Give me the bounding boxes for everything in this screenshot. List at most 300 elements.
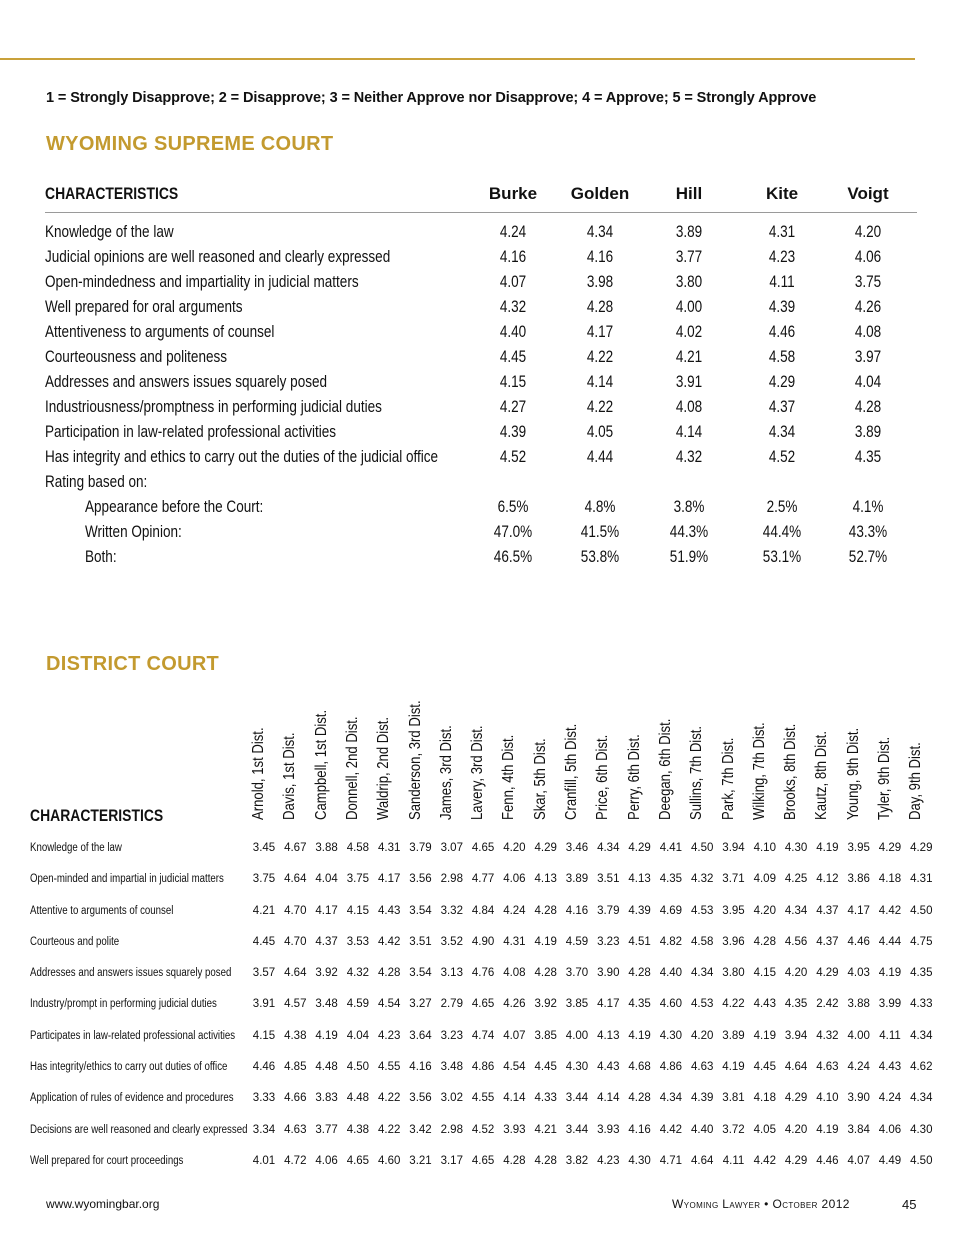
table-row xyxy=(0,1055,960,1086)
score-cell: 3.99 xyxy=(878,998,902,1011)
score-cell: 4.14 xyxy=(503,1092,526,1105)
score-cell: 4.54 xyxy=(377,998,401,1011)
judge-name: Young, 9th Dist. xyxy=(844,727,862,820)
score-cell: 3.83 xyxy=(315,1092,338,1105)
score-cell: 4.45 xyxy=(499,348,527,366)
judge-name: Lavery, 3rd Dist. xyxy=(469,725,487,820)
score-cell: 4.30 xyxy=(628,1154,651,1167)
characteristic-label: Attentiveness to arguments of counsel xyxy=(45,323,275,341)
table-row xyxy=(45,521,917,546)
score-cell: 4.8% xyxy=(584,498,616,516)
score-cell: 4.08 xyxy=(854,323,882,341)
score-cell: 3.32 xyxy=(440,904,463,917)
score-cell: 4.28 xyxy=(854,398,882,416)
score-cell: 4.19 xyxy=(753,1029,776,1042)
score-cell: 3.95 xyxy=(722,904,745,917)
score-cell: 4.46 xyxy=(816,1154,839,1167)
score-cell: 3.56 xyxy=(409,1092,432,1105)
judge-name: Price, 6th Dist. xyxy=(594,734,612,820)
judge-name: Arnold, 1st Dist. xyxy=(250,727,267,820)
score-cell: 4.75 xyxy=(910,935,933,948)
rating-based-on-row xyxy=(45,471,917,496)
score-cell: 4.10 xyxy=(816,1092,839,1105)
score-cell: 4.63 xyxy=(816,1061,839,1074)
score-cell: 4.28 xyxy=(628,1092,651,1105)
score-cell: 4.70 xyxy=(284,935,307,948)
score-cell: 4.21 xyxy=(675,348,703,366)
score-cell: 44.3% xyxy=(669,523,709,541)
score-cell: 4.52 xyxy=(499,448,527,466)
score-cell: 4.29 xyxy=(816,967,839,980)
score-cell: 4.35 xyxy=(659,873,683,886)
characteristic-label: Well prepared for court proceedings xyxy=(30,1154,184,1167)
judge-name: Wilking, 7th Dist. xyxy=(750,722,768,820)
score-cell: 4.76 xyxy=(471,967,495,980)
score-cell: 4.27 xyxy=(499,398,527,416)
score-cell: 3.72 xyxy=(722,1123,745,1136)
characteristic-label: Attentive to arguments of counsel xyxy=(30,904,174,917)
table-row xyxy=(45,271,917,296)
score-cell: 4.07 xyxy=(503,1029,526,1042)
score-cell: 4.22 xyxy=(377,1123,401,1136)
score-cell: 4.22 xyxy=(586,398,614,416)
characteristic-label: Judicial opinions are well reasoned and clearly expressed xyxy=(45,248,391,266)
score-cell: 4.40 xyxy=(659,967,683,980)
score-cell: 4.58 xyxy=(346,842,370,854)
score-cell: 4.39 xyxy=(768,298,796,316)
score-cell: 4.13 xyxy=(597,1029,620,1042)
score-cell: 3.34 xyxy=(252,1123,276,1136)
characteristic-label: Open-mindedness and impartiality in judicial matters xyxy=(45,273,359,291)
characteristics-header: CHARACTERISTICS xyxy=(45,184,179,203)
score-cell: 3.51 xyxy=(409,935,432,948)
score-cell: 3.88 xyxy=(315,842,338,854)
score-cell: 4.48 xyxy=(315,1061,338,1074)
score-cell: 4.33 xyxy=(910,998,933,1011)
score-cell: 44.4% xyxy=(762,523,802,541)
district-characteristics-header: CHARACTERISTICS xyxy=(30,806,164,825)
score-cell: 4.59 xyxy=(565,935,589,948)
score-cell: 3.54 xyxy=(409,967,432,980)
score-cell: 4.17 xyxy=(586,323,614,341)
top-rule xyxy=(0,58,915,60)
score-cell: 4.24 xyxy=(503,904,526,917)
table-row xyxy=(0,1149,960,1180)
judge-name: Fenn, 4th Dist. xyxy=(500,734,518,820)
score-cell: 4.53 xyxy=(690,904,714,917)
score-cell: 3.51 xyxy=(597,873,620,886)
district-judge-headers xyxy=(0,690,960,820)
score-cell: 3.90 xyxy=(847,1092,870,1105)
characteristic-label: Appearance before the Court: xyxy=(85,498,264,516)
score-cell: 2.5% xyxy=(766,498,798,516)
score-cell: 3.23 xyxy=(440,1029,463,1042)
score-cell: 4.14 xyxy=(675,423,703,441)
score-cell: 4.43 xyxy=(878,1061,902,1074)
justice-header: Golden xyxy=(570,184,630,203)
score-cell: 4.16 xyxy=(586,248,614,266)
score-cell: 4.62 xyxy=(910,1061,933,1074)
score-cell: 3.80 xyxy=(675,273,703,291)
score-cell: 4.18 xyxy=(878,873,902,886)
score-cell: 4.37 xyxy=(768,398,796,416)
judge-name: Cranfill, 5th Dist. xyxy=(563,723,580,820)
judge-name: Tyler, 9th Dist. xyxy=(876,736,893,820)
score-cell: 4.86 xyxy=(471,1061,495,1074)
score-cell: 4.29 xyxy=(784,1092,808,1105)
score-cell: 4.65 xyxy=(471,998,495,1011)
characteristic-label: Addresses and answers issues squarely posed xyxy=(30,967,232,980)
score-cell: 4.34 xyxy=(768,423,796,441)
score-cell: 4.24 xyxy=(878,1092,902,1105)
score-cell: 4.55 xyxy=(377,1061,401,1074)
score-cell: 4.26 xyxy=(503,998,526,1011)
score-cell: 4.28 xyxy=(586,298,614,316)
characteristic-label: Addresses and answers issues squarely posed xyxy=(45,373,328,391)
score-cell: 4.45 xyxy=(534,1061,557,1074)
score-cell: 6.5% xyxy=(497,498,529,516)
score-cell: 4.37 xyxy=(816,904,839,917)
score-cell: 4.39 xyxy=(499,423,527,441)
score-cell: 4.06 xyxy=(315,1154,338,1167)
score-cell: 4.34 xyxy=(784,904,808,917)
score-cell: 3.80 xyxy=(722,967,745,980)
supreme-court-table xyxy=(45,180,917,571)
table-row xyxy=(0,1118,960,1149)
table-row xyxy=(45,396,917,421)
score-cell: 3.71 xyxy=(722,873,745,886)
score-cell: 4.32 xyxy=(816,1029,839,1042)
score-cell: 4.22 xyxy=(722,998,745,1011)
rating-scale-legend: 1 = Strongly Disapprove; 2 = Disapprove; 3 = Neither Approve nor Disapprove; 4 = Approve; 5 = Strongly Approve xyxy=(46,90,817,106)
score-cell: 4.19 xyxy=(722,1061,745,1074)
score-cell: 4.21 xyxy=(252,904,276,917)
table-row xyxy=(0,1024,960,1055)
score-cell: 3.91 xyxy=(252,998,276,1011)
table-row xyxy=(45,346,917,371)
score-cell: 4.71 xyxy=(659,1154,683,1167)
score-cell: 4.19 xyxy=(628,1029,651,1042)
characteristic-label: Industriousness/promptness in performing judicial duties xyxy=(45,398,382,416)
score-cell: 4.43 xyxy=(753,998,776,1011)
score-cell: 4.20 xyxy=(784,1123,808,1136)
score-cell: 3.53 xyxy=(346,935,370,948)
score-cell: 4.28 xyxy=(753,935,776,948)
score-cell: 4.28 xyxy=(503,1154,526,1167)
score-cell: 4.16 xyxy=(628,1123,651,1136)
score-cell: 4.70 xyxy=(284,904,307,917)
score-cell: 3.85 xyxy=(565,998,589,1011)
score-cell: 4.17 xyxy=(597,998,620,1011)
judge-name: Campbell, 1st Dist. xyxy=(312,709,330,820)
score-cell: 4.35 xyxy=(784,998,808,1011)
score-cell: 4.54 xyxy=(503,1061,526,1074)
score-cell: 4.37 xyxy=(315,935,338,948)
score-cell: 4.25 xyxy=(784,873,808,886)
score-cell: 4.82 xyxy=(659,935,683,948)
score-cell: 3.52 xyxy=(440,935,463,948)
score-cell: 4.05 xyxy=(753,1123,776,1136)
score-cell: 4.21 xyxy=(534,1123,557,1136)
score-cell: 3.93 xyxy=(503,1123,526,1136)
table-row xyxy=(45,221,917,246)
judge-name: Park, 7th Dist. xyxy=(719,737,737,820)
score-cell: 4.32 xyxy=(499,298,527,316)
characteristic-label: Has integrity and ethics to carry out the duties of the judicial office xyxy=(45,448,439,466)
characteristic-label: Has integrity/ethics to carry out duties of office xyxy=(30,1061,228,1074)
score-cell: 4.29 xyxy=(628,842,651,854)
score-cell: 3.82 xyxy=(565,1154,589,1167)
score-cell: 4.34 xyxy=(910,1092,933,1105)
score-cell: 4.50 xyxy=(346,1061,370,1074)
score-cell: 4.38 xyxy=(284,1029,307,1042)
score-cell: 3.56 xyxy=(409,873,432,886)
score-cell: 4.06 xyxy=(878,1123,902,1136)
score-cell: 4.16 xyxy=(565,904,589,917)
table-row xyxy=(0,961,960,992)
score-cell: 4.23 xyxy=(597,1154,620,1167)
judge-name: Skar, 5th Dist. xyxy=(531,738,549,820)
score-cell: 4.35 xyxy=(628,998,651,1011)
score-cell: 4.13 xyxy=(628,873,651,886)
score-cell: 3.21 xyxy=(409,1154,432,1167)
score-cell: 4.28 xyxy=(534,904,557,917)
score-cell: 4.19 xyxy=(878,967,902,980)
score-cell: 4.20 xyxy=(753,904,776,917)
characteristic-label: Participates in law-related professional activities xyxy=(30,1029,236,1042)
score-cell: 4.11 xyxy=(722,1154,745,1167)
score-cell: 4.43 xyxy=(377,904,401,917)
score-cell: 3.86 xyxy=(847,873,870,886)
score-cell: 3.27 xyxy=(409,998,432,1011)
score-cell: 4.55 xyxy=(471,1092,495,1105)
score-cell: 3.54 xyxy=(409,904,432,917)
characteristic-label: Both: xyxy=(85,548,117,566)
score-cell: 4.74 xyxy=(471,1029,495,1042)
score-cell: 3.79 xyxy=(409,842,432,854)
score-cell: 4.52 xyxy=(768,448,796,466)
score-cell: 4.50 xyxy=(690,842,714,854)
score-cell: 4.68 xyxy=(628,1061,651,1074)
score-cell: 4.49 xyxy=(878,1154,902,1167)
score-cell: 4.90 xyxy=(471,935,495,948)
score-cell: 4.63 xyxy=(284,1123,307,1136)
score-cell: 4.31 xyxy=(503,935,526,948)
score-cell: 4.23 xyxy=(377,1029,401,1042)
score-cell: 4.31 xyxy=(377,842,401,854)
table-row xyxy=(45,246,917,271)
score-cell: 4.50 xyxy=(910,1154,933,1167)
judge-name: Davis, 1st Dist. xyxy=(281,732,299,820)
score-cell: 41.5% xyxy=(580,523,620,541)
score-cell: 4.35 xyxy=(854,448,882,466)
judge-name: Sullins, 7th Dist. xyxy=(688,725,706,820)
score-cell: 4.53 xyxy=(690,998,714,1011)
score-cell: 4.45 xyxy=(753,1061,776,1074)
score-cell: 4.19 xyxy=(315,1029,338,1042)
score-cell: 3.44 xyxy=(565,1123,589,1136)
score-cell: 4.86 xyxy=(659,1061,683,1074)
score-cell: 4.60 xyxy=(377,1154,401,1167)
score-cell: 4.00 xyxy=(565,1029,589,1042)
score-cell: 4.00 xyxy=(675,298,703,316)
score-cell: 4.31 xyxy=(910,873,933,886)
score-cell: 53.1% xyxy=(762,548,802,566)
score-cell: 4.05 xyxy=(586,423,614,441)
score-cell: 3.97 xyxy=(854,348,882,366)
judge-name: James, 3rd Dist. xyxy=(437,725,455,820)
characteristic-label: Knowledge of the law xyxy=(45,223,174,241)
table-row xyxy=(45,371,917,396)
score-cell: 3.42 xyxy=(409,1123,432,1136)
footer-publication: Wyoming Lawyer • October 2012 xyxy=(672,1197,850,1211)
score-cell: 3.93 xyxy=(597,1123,620,1136)
score-cell: 4.34 xyxy=(597,842,620,854)
score-cell: 3.96 xyxy=(722,935,745,948)
score-cell: 4.38 xyxy=(346,1123,370,1136)
score-cell: 3.89 xyxy=(722,1029,745,1042)
judge-name: Day, 9th Dist. xyxy=(907,742,925,820)
score-cell: 4.19 xyxy=(816,1123,839,1136)
score-cell: 3.88 xyxy=(847,998,870,1011)
score-cell: 3.95 xyxy=(847,842,870,854)
district-court-title: DISTRICT COURT xyxy=(46,653,220,675)
score-cell: 4.16 xyxy=(499,248,527,266)
score-cell: 3.85 xyxy=(534,1029,557,1042)
page-number: 45 xyxy=(902,1197,917,1212)
judge-name: Perry, 6th Dist. xyxy=(625,734,643,820)
score-cell: 4.58 xyxy=(690,935,714,948)
score-cell: 4.28 xyxy=(377,967,401,980)
score-cell: 4.41 xyxy=(659,842,683,854)
score-cell: 4.65 xyxy=(346,1154,370,1167)
score-cell: 4.56 xyxy=(784,935,808,948)
score-cell: 3.75 xyxy=(252,873,276,886)
score-cell: 4.31 xyxy=(768,223,796,241)
score-cell: 47.0% xyxy=(493,523,533,541)
score-cell: 3.92 xyxy=(534,998,557,1011)
score-cell: 4.30 xyxy=(784,842,808,854)
table-row xyxy=(0,930,960,961)
score-cell: 3.45 xyxy=(252,842,276,854)
judge-name: Sanderson, 3rd Dist. xyxy=(406,700,424,820)
score-cell: 4.32 xyxy=(690,873,714,886)
supreme-court-title: WYOMING SUPREME COURT xyxy=(46,133,334,155)
score-cell: 2.42 xyxy=(816,998,839,1011)
score-cell: 4.42 xyxy=(753,1154,776,1167)
score-cell: 4.39 xyxy=(690,1092,714,1105)
score-cell: 4.45 xyxy=(252,935,276,948)
score-cell: 4.29 xyxy=(534,842,557,854)
justice-header: Burke xyxy=(488,184,538,203)
score-cell: 4.32 xyxy=(675,448,703,466)
score-cell: 4.60 xyxy=(659,998,683,1011)
score-cell: 4.20 xyxy=(784,967,808,980)
score-cell: 4.20 xyxy=(690,1029,714,1042)
score-cell: 4.64 xyxy=(784,1061,808,1074)
score-cell: 4.11 xyxy=(879,1029,901,1042)
score-cell: 4.08 xyxy=(675,398,703,416)
score-cell: 3.48 xyxy=(440,1061,463,1074)
score-cell: 4.34 xyxy=(910,1029,933,1042)
score-cell: 3.90 xyxy=(597,967,620,980)
characteristic-label: Participation in law-related professional activities xyxy=(45,423,337,441)
score-cell: 4.77 xyxy=(471,873,495,886)
score-cell: 4.15 xyxy=(252,1029,276,1042)
table-row xyxy=(0,1086,960,1117)
score-cell: 2.98 xyxy=(440,873,463,886)
score-cell: 4.09 xyxy=(753,873,776,886)
score-cell: 4.29 xyxy=(768,373,796,391)
score-cell: 3.94 xyxy=(722,842,745,854)
table-row xyxy=(45,496,917,521)
table-row xyxy=(45,446,917,471)
score-cell: 4.04 xyxy=(854,373,882,391)
score-cell: 4.07 xyxy=(847,1154,870,1167)
characteristic-label: Decisions are well reasoned and clearly expressed xyxy=(30,1123,248,1136)
table-row xyxy=(45,546,917,571)
justice-header: Hill xyxy=(675,184,703,203)
score-cell: 4.39 xyxy=(628,904,651,917)
score-cell: 3.75 xyxy=(346,873,370,886)
score-cell: 4.64 xyxy=(690,1154,714,1167)
score-cell: 3.98 xyxy=(586,273,614,291)
score-cell: 4.17 xyxy=(377,873,401,886)
score-cell: 3.94 xyxy=(784,1029,808,1042)
score-cell: 52.7% xyxy=(848,548,888,566)
characteristic-label: Open-minded and impartial in judicial matters xyxy=(30,873,224,886)
score-cell: 4.29 xyxy=(784,1154,808,1167)
characteristic-label: Knowledge of the law xyxy=(30,842,122,854)
score-cell: 4.23 xyxy=(768,248,796,266)
score-cell: 4.28 xyxy=(628,967,651,980)
score-cell: 4.04 xyxy=(315,873,338,886)
characteristic-label: Industry/prompt in performing judicial duties xyxy=(30,998,217,1011)
score-cell: 4.57 xyxy=(284,998,307,1011)
characteristic-label: Courteousness and politeness xyxy=(45,348,228,366)
score-cell: 4.37 xyxy=(816,935,839,948)
score-cell: 3.23 xyxy=(597,935,620,948)
score-cell: 4.34 xyxy=(659,1092,683,1105)
score-cell: 4.22 xyxy=(586,348,614,366)
score-cell: 4.30 xyxy=(565,1061,589,1074)
score-cell: 3.48 xyxy=(315,998,338,1011)
score-cell: 4.29 xyxy=(910,842,933,854)
score-cell: 4.02 xyxy=(675,323,703,341)
score-cell: 4.26 xyxy=(854,298,882,316)
score-cell: 3.91 xyxy=(675,373,703,391)
score-cell: 4.34 xyxy=(690,967,714,980)
score-cell: 4.40 xyxy=(499,323,527,341)
score-cell: 3.70 xyxy=(565,967,589,980)
table-row xyxy=(45,321,917,346)
score-cell: 3.02 xyxy=(440,1092,463,1105)
score-cell: 4.11 xyxy=(769,273,795,291)
score-cell: 4.64 xyxy=(284,967,307,980)
score-cell: 4.67 xyxy=(284,842,307,854)
score-cell: 4.32 xyxy=(346,967,370,980)
score-cell: 4.34 xyxy=(586,223,614,241)
score-cell: 4.40 xyxy=(690,1123,714,1136)
score-cell: 3.77 xyxy=(675,248,703,266)
score-cell: 4.42 xyxy=(377,935,401,948)
characteristic-label: Application of rules of evidence and procedures xyxy=(30,1092,234,1105)
score-cell: 3.33 xyxy=(252,1092,276,1105)
score-cell: 4.84 xyxy=(471,904,495,917)
score-cell: 4.28 xyxy=(534,967,557,980)
score-cell: 3.07 xyxy=(440,842,463,854)
score-cell: 4.22 xyxy=(377,1092,401,1105)
